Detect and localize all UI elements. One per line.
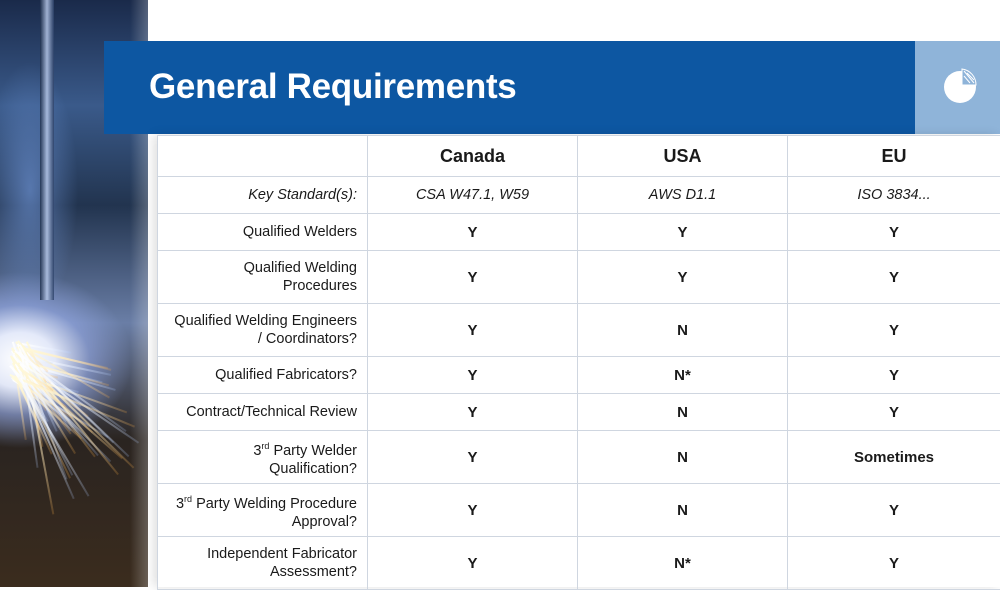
row-label: Qualified Welding Engineers / Coordinators? [158, 304, 368, 357]
value-cell: Y [368, 394, 578, 431]
value-cell: N [578, 484, 788, 537]
value-cell: Y [788, 537, 1000, 590]
standard-cell: ISO 3834... [788, 177, 1000, 214]
icon-box [915, 41, 1000, 134]
table-header-row [158, 136, 1000, 177]
row-label: Qualified Welding Procedures [158, 251, 368, 304]
value-cell: Y [368, 251, 578, 304]
row-label: Key Standard(s): [158, 177, 368, 214]
row-label [158, 484, 368, 537]
value-cell: Y [788, 214, 1000, 251]
value-cell: Y [788, 394, 1000, 431]
value-cell: Y [368, 431, 578, 484]
value-cell: Y [368, 214, 578, 251]
table-row [158, 251, 1000, 304]
column-header-usa: USA [578, 136, 788, 177]
table-row [158, 304, 1000, 357]
table-row [158, 484, 1000, 537]
table-row [158, 214, 1000, 251]
table-row [158, 394, 1000, 431]
column-header-canada: Canada [368, 136, 578, 177]
row-label-text: 3rd Party Welder Qualification? [253, 443, 357, 477]
pie-chart-icon [943, 68, 977, 104]
value-cell: Y [368, 357, 578, 394]
welding-torch [40, 0, 54, 300]
header-empty-cell [158, 136, 368, 177]
section-header [104, 41, 915, 134]
value-cell: N* [578, 537, 788, 590]
table-row [158, 431, 1000, 484]
row-label: Qualified Welders [158, 214, 368, 251]
table-row [158, 177, 1000, 214]
value-cell: Y [788, 251, 1000, 304]
value-cell: Sometimes [788, 431, 1000, 484]
column-header-eu: EU [788, 136, 1000, 177]
value-cell: Y [578, 214, 788, 251]
row-label: Qualified Fabricators? [158, 357, 368, 394]
row-label: Contract/Technical Review [158, 394, 368, 431]
page-title: General Requirements [149, 67, 516, 107]
value-cell: N [578, 394, 788, 431]
row-label: Independent Fabricator Assessment? [158, 537, 368, 590]
value-cell: N [578, 304, 788, 357]
requirements-table [157, 135, 1000, 587]
table-row [158, 537, 1000, 590]
standard-cell: CSA W47.1, W59 [368, 177, 578, 214]
value-cell: Y [368, 304, 578, 357]
value-cell: N* [578, 357, 788, 394]
value-cell: Y [788, 304, 1000, 357]
value-cell: Y [788, 484, 1000, 537]
value-cell: Y [368, 537, 578, 590]
value-cell: N [578, 431, 788, 484]
value-cell: Y [368, 484, 578, 537]
value-cell: Y [788, 357, 1000, 394]
row-label-text: 3rd Party Welding Procedure Approval? [176, 496, 357, 530]
standard-cell: AWS D1.1 [578, 177, 788, 214]
table-row [158, 357, 1000, 394]
value-cell: Y [578, 251, 788, 304]
row-label [158, 431, 368, 484]
